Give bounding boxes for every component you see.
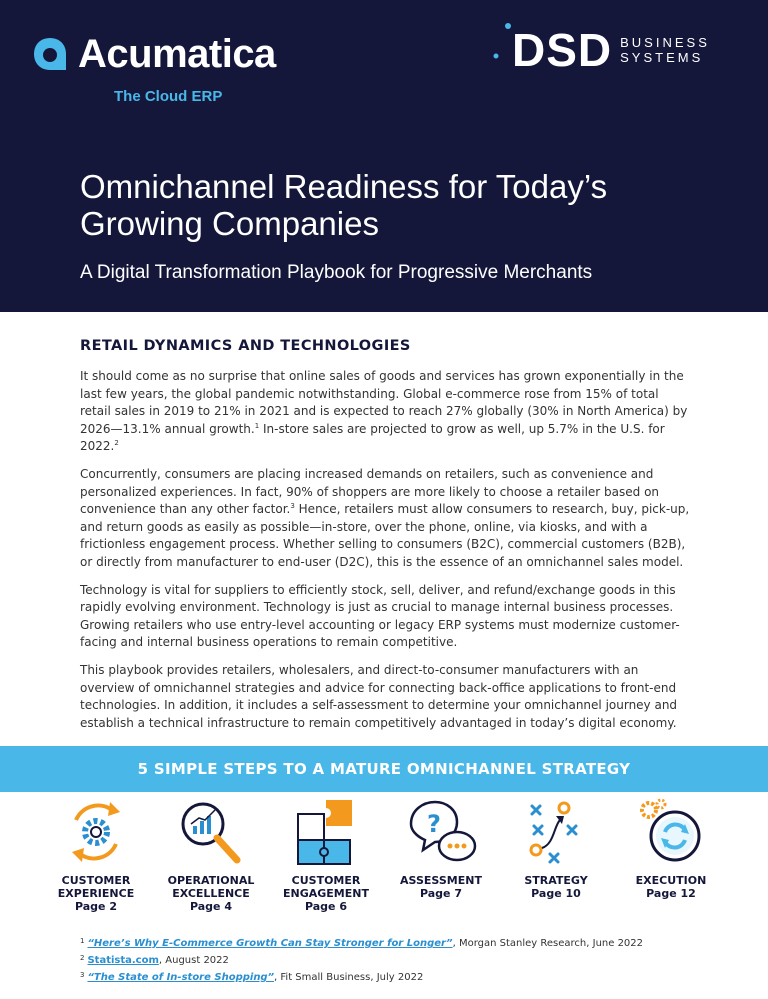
footnote-number: 1 <box>80 937 85 945</box>
dsd-logo <box>488 22 710 78</box>
section-heading: RETAIL DYNAMICS AND TECHNOLOGIES <box>80 338 411 354</box>
footnote-ref: 3 <box>290 502 295 511</box>
dsd-wordmark: DSD <box>512 24 613 76</box>
footnote-number: 3 <box>80 971 85 979</box>
step-customer-engagement[interactable] <box>270 796 382 913</box>
step-page: Page 10 <box>531 887 581 900</box>
footnote-3 <box>80 968 643 985</box>
step-line2: EXCELLENCE <box>172 887 250 900</box>
step-line1: CUSTOMER <box>61 874 131 887</box>
footnote-ref: 2 <box>114 439 119 448</box>
footnote-link[interactable]: “The State of In-store Shopping” <box>87 972 275 983</box>
hero-banner <box>0 0 768 312</box>
dsd-sub-line1: BUSINESS <box>620 35 710 50</box>
gear-cycle-icon <box>60 796 132 868</box>
footnote-link[interactable]: Statista.com <box>87 955 159 966</box>
step-page: Page 2 <box>74 900 117 913</box>
step-line1: OPERATIONAL <box>167 874 255 887</box>
footnote-ref: 1 <box>254 421 260 430</box>
page-title <box>80 168 720 242</box>
step-page: Page 12 <box>646 887 696 900</box>
footnotes <box>80 934 643 985</box>
p1-part-a: It should come as no surprise that online sales of goods and services has grown exponentially in the last few years, the global pandemic notwithstanding. Global e-commerce rose from 15% of total retail sales in 2019 to 21% in 2021 and is expected to reach 27% globally (30% in North America) by 2026—13.1% annual growth. <box>80 369 688 436</box>
dsd-dots-icon <box>488 22 512 78</box>
step-strategy[interactable] <box>500 796 612 900</box>
gears-refresh-icon <box>635 796 707 868</box>
step-label <box>615 874 727 900</box>
puzzle-icon <box>290 796 362 868</box>
step-assessment[interactable] <box>385 796 497 900</box>
paragraph-1 <box>80 368 692 456</box>
footnote-source: , August 2022 <box>158 955 229 966</box>
footnote-2 <box>80 951 643 968</box>
paragraph-4: This playbook provides retailers, wholesalers, and direct-to-consumer manufacturers with an overview of omnichannel strategies and advice for connecting back-office applications to front-end technologies. In addition, it includes a self-assessment to determine your omnichannel journey and establish a technical infrastructure to remain competitively advantaged in today’s digital economy. <box>80 662 678 730</box>
page-subtitle: A Digital Transformation Playbook for Progressive Merchants <box>80 262 593 283</box>
title-line-1: Omnichannel Readiness for Today’s <box>80 168 608 205</box>
step-line2: ENGAGEMENT <box>283 887 369 900</box>
dsd-sub-line2: SYSTEMS <box>620 50 704 65</box>
footnote-source: , Fit Small Business, July 2022 <box>274 972 424 983</box>
p2-part-a: Concurrently, consumers are placing increased demands on retailers, such as convenience and personalized experiences. In fact, 90% of shoppers are more likely to choose a retailer based on convenience than any other factor. <box>80 466 660 517</box>
step-line1: EXECUTION <box>635 874 707 887</box>
acumatica-wordmark: Acumatica <box>78 32 276 76</box>
step-label <box>500 874 612 900</box>
footnote-1 <box>80 934 643 951</box>
dsd-subtitle <box>620 35 710 65</box>
acumatica-tagline: The Cloud ERP <box>114 88 223 105</box>
step-page: Page 4 <box>189 900 232 913</box>
footnote-source: , Morgan Stanley Research, June 2022 <box>452 938 644 949</box>
step-line1: CUSTOMER <box>291 874 361 887</box>
p2-part-b: Hence, retailers must allow consumers to research, buy, pick-up, and return goods as easily as possible—in-store, over the phone, online, via kiosks, and with a frictionless engagement process. Whether selling to consumers (B2C), commercial customers (B2B), or directly from manufacturer to end-user (D2C), this is the essence of an omnichannel sales model. <box>80 502 690 569</box>
paragraph-3: Technology is vital for suppliers to efficiently stock, sell, deliver, and refund/exchange goods in this rapidly evolving environment. Technology is just as crucial to manage internal business processes. Growing retailers who use entry-level accounting or legacy ERP systems must modernize customer-facing and internal business operations to remain competitive. <box>80 582 680 650</box>
acumatica-logo <box>32 34 276 74</box>
title-line-2: Growing Companies <box>80 205 379 242</box>
step-label <box>40 874 152 913</box>
acumatica-mark-icon <box>32 36 68 72</box>
play-diagram-icon <box>520 796 592 868</box>
footnote-number: 2 <box>80 954 85 962</box>
question-bubble-icon <box>405 796 477 868</box>
step-operational-excellence[interactable] <box>155 796 267 913</box>
steps-banner <box>0 746 768 792</box>
steps-row <box>40 796 728 916</box>
body-text <box>80 368 692 742</box>
step-label <box>155 874 267 913</box>
step-label <box>385 874 497 900</box>
step-label <box>270 874 382 913</box>
step-customer-experience[interactable] <box>40 796 152 913</box>
step-line1: STRATEGY <box>524 874 588 887</box>
step-line1: ASSESSMENT <box>400 874 482 887</box>
footnote-link[interactable]: “Here’s Why E-Commerce Growth Can Stay Stronger for Longer” <box>87 938 453 949</box>
magnifier-chart-icon <box>175 796 247 868</box>
step-page: Page 6 <box>304 900 347 913</box>
p1-part-b: In-store sales are projected to grow as well, up 5.7% in the U.S. for 2022. <box>80 421 665 454</box>
paragraph-2 <box>80 466 692 572</box>
step-execution[interactable] <box>615 796 727 900</box>
svg-text:?: ? <box>427 810 441 838</box>
step-page: Page 7 <box>419 887 462 900</box>
step-line2: EXPERIENCE <box>57 887 135 900</box>
steps-banner-title: 5 SIMPLE STEPS TO A MATURE OMNICHANNEL STRATEGY <box>137 760 631 778</box>
